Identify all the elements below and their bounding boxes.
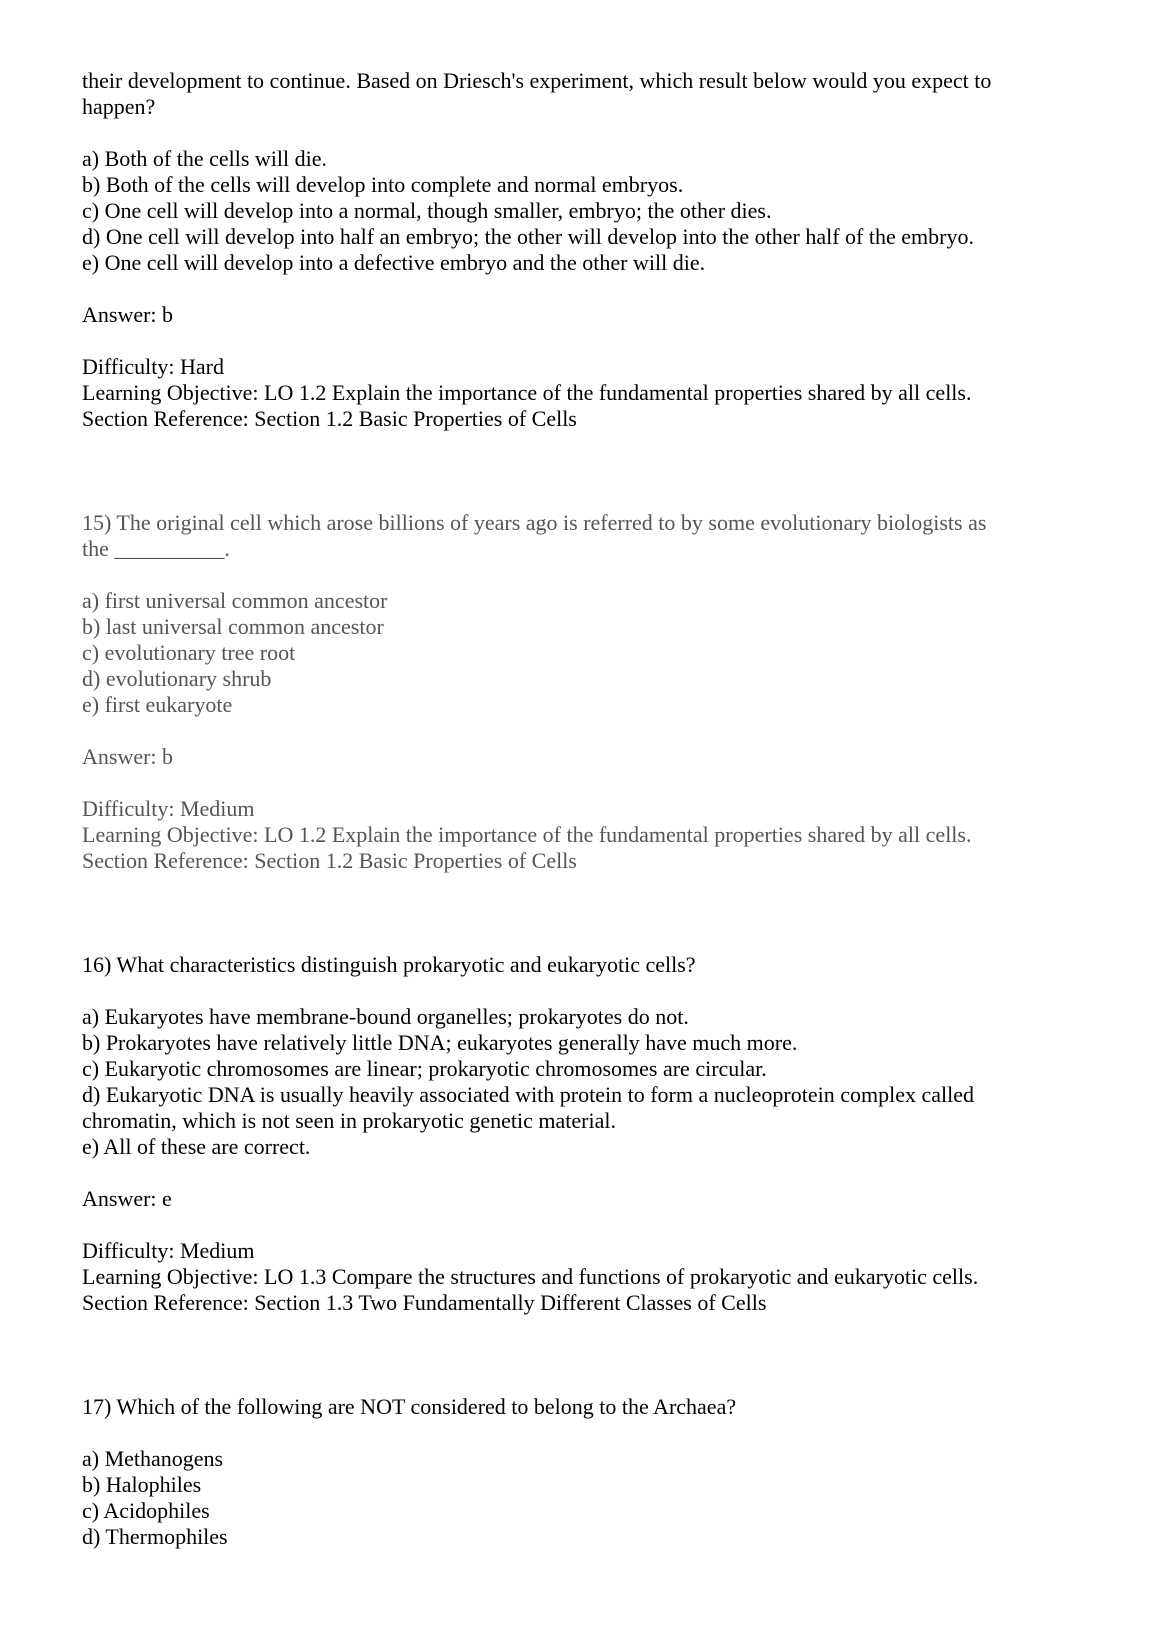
- answer-option: a) Both of the cells will die.: [82, 146, 327, 171]
- answer-option: a) Eukaryotes have membrane-bound organelles; prokaryotes do not.: [82, 1004, 689, 1029]
- question-stem-line: the __________.: [82, 536, 230, 561]
- answer-option-continued: chromatin, which is not seen in prokaryotic genetic material.: [82, 1108, 616, 1133]
- question-14: [82, 68, 1082, 432]
- question-stem-line: happen?: [82, 94, 156, 119]
- question-stem-line: 17) Which of the following are NOT considered to belong to the Archaea?: [82, 1394, 737, 1419]
- learning-objective: Learning Objective: LO 1.2 Explain the importance of the fundamental properties shared by all cells.: [82, 380, 972, 405]
- answer-key: Answer: b: [82, 302, 174, 327]
- answer-option: b) Both of the cells will develop into complete and normal embryos.: [82, 172, 684, 197]
- answer-option: a) first universal common ancestor: [82, 588, 388, 613]
- answer-option: b) Halophiles: [82, 1472, 202, 1497]
- answer-key: Answer: b: [82, 744, 174, 769]
- section-reference: Section Reference: Section 1.2 Basic Properties of Cells: [82, 406, 577, 431]
- answer-option: d) evolutionary shrub: [82, 666, 272, 691]
- answer-option: e) All of these are correct.: [82, 1134, 311, 1159]
- answer-option: d) Eukaryotic DNA is usually heavily associated with protein to form a nucleoprotein complex called: [82, 1082, 974, 1107]
- answer-option: c) Eukaryotic chromosomes are linear; prokaryotic chromosomes are circular.: [82, 1056, 767, 1081]
- learning-objective: Learning Objective: LO 1.3 Compare the structures and functions of prokaryotic and eukaryotic cells.: [82, 1264, 979, 1289]
- answer-option: e) first eukaryote: [82, 692, 233, 717]
- answer-option: b) Prokaryotes have relatively little DNA; eukaryotes generally have much more.: [82, 1030, 798, 1055]
- question-stem-line: 16) What characteristics distinguish prokaryotic and eukaryotic cells?: [82, 952, 696, 977]
- answer-option: a) Methanogens: [82, 1446, 224, 1471]
- answer-option: d) One cell will develop into half an embryo; the other will develop into the other half of the embryo.: [82, 224, 974, 249]
- question-stem-line: 15) The original cell which arose billions of years ago is referred to by some evolutionary biologists as: [82, 510, 987, 535]
- answer-option: c) evolutionary tree root: [82, 640, 296, 665]
- answer-option: c) One cell will develop into a normal, though smaller, embryo; the other dies.: [82, 198, 772, 223]
- difficulty-label: Difficulty: Hard: [82, 354, 224, 379]
- question-17: [82, 1394, 1082, 1550]
- difficulty-label: Difficulty: Medium: [82, 796, 255, 821]
- answer-option: d) Thermophiles: [82, 1524, 228, 1549]
- answer-key: Answer: e: [82, 1186, 172, 1211]
- section-reference: Section Reference: Section 1.2 Basic Properties of Cells: [82, 848, 577, 873]
- question-16: [82, 952, 1082, 1316]
- question-stem-line: their development to continue. Based on Driesch's experiment, which result below would you expect to: [82, 68, 992, 93]
- document-page: [82, 68, 1082, 1550]
- question-15: [82, 510, 1082, 874]
- learning-objective: Learning Objective: LO 1.2 Explain the importance of the fundamental properties shared by all cells.: [82, 822, 972, 847]
- answer-option: c) Acidophiles: [82, 1498, 210, 1523]
- section-reference: Section Reference: Section 1.3 Two Fundamentally Different Classes of Cells: [82, 1290, 767, 1315]
- answer-option: b) last universal common ancestor: [82, 614, 384, 639]
- answer-option: e) One cell will develop into a defective embryo and the other will die.: [82, 250, 706, 275]
- difficulty-label: Difficulty: Medium: [82, 1238, 255, 1263]
